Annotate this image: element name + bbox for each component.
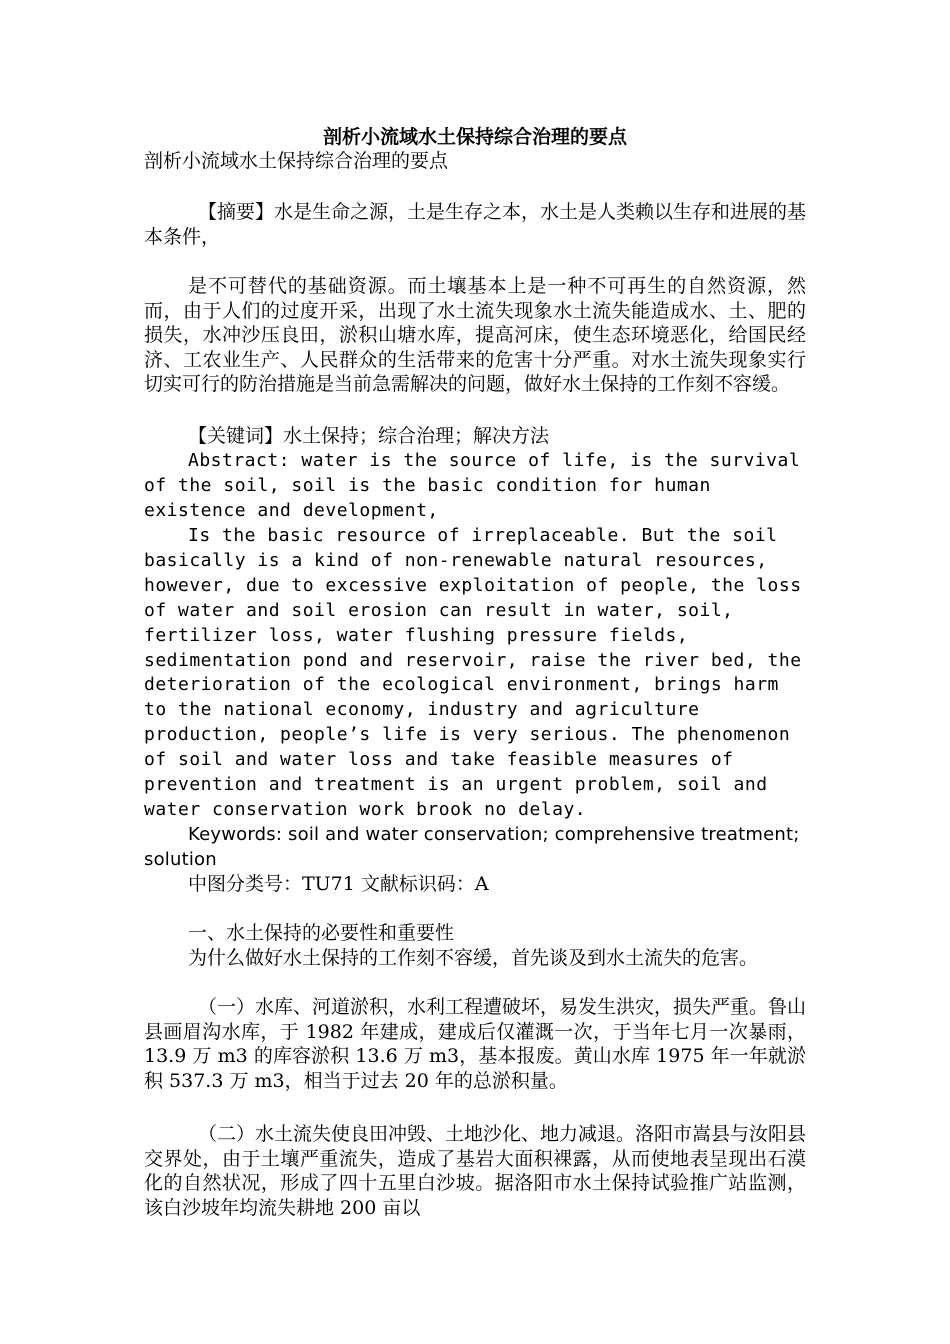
abstract-cn: 【摘要】水是生命之源，土是生存之本，水土是人类赖以生存和进展的基本条件，	[144, 201, 807, 248]
document-title: 剖析小流域水土保持综合治理的要点	[322, 126, 627, 148]
section1-point1: （一）水库、河道淤积，水利工程遭破坏，易发生洪灾，损失严重。鲁山县画眉沟水库，于 1982 年建成，建成后仅灌溉一次，于当年七月一次暴雨，13.9 万 m3 的库容淤积 13.6 万 m3，基本报废。黄山水库 1975 年一年就淤积 537.3 万 m3，相当于过去 20 年的总淤积量。	[144, 996, 807, 1092]
abstract-en-continued: Is the basic resource of irreplaceable. But the soil basically is a kind of non-renewable natural resources, however, due to excessive exploitation of people, the loss of water and soil erosion can result in water, soil, fertilizer loss, water flushing pressure fields, sedimentation pond and reservoir, raise the river bed, the deterioration of the ecological environment, brings harm to the national economy, industry and agriculture production, people’s life is very serious. The phenomenon of soil and water loss and take feasible measures of prevention and treatment is an urgent problem, soil and water conservation work brook no delay.	[144, 525, 802, 820]
abstract-cn-continued: 是不可替代的基础资源。而土壤基本上是一种不可再生的自然资源，然而，由于人们的过度开采，出现了水土流失现象水土流失能造成水、土、肥的损失，水冲沙压良田，淤积山塘水库，提高河床，使生态环境恶化，给国民经济、工农业生产、人民群众的生活带来的危害十分严重。对水土流失现象实行切实可行的防治措施是当前急需解决的问题，做好水土保持的工作刻不容缓。	[144, 275, 806, 395]
document-subtitle: 剖析小流域水土保持综合治理的要点	[144, 150, 449, 172]
abstract-en: Abstract: water is the source of life, is the survival of the soil, soil is the basic condition for human existence and development,	[144, 450, 801, 521]
classification-codes: 中图分类号：TU71 文献标识码：A	[188, 873, 489, 895]
section1-point2: （二）水土流失使良田冲毁、土地沙化、地力减退。洛阳市嵩县与汝阳县交界处，由于土壤严重流失，造成了基岩大面积裸露，从而使地表呈现出石漠化的自然状况，形成了四十五里白沙坡。据洛阳市水土保持试验推广站监测，该白沙坡年均流失耕地 200 亩以	[144, 1123, 807, 1219]
section1-intro: 为什么做好水土保持的工作刻不容缓，首先谈及到水土流失的危害。	[188, 947, 759, 969]
keywords-cn: 【关键词】水土保持；综合治理；解决方法	[188, 425, 550, 447]
keywords-en: Keywords: soil and water conservation; comprehensive treatment; solution	[144, 824, 800, 870]
section1-heading: 一、水土保持的必要性和重要性	[188, 922, 455, 944]
